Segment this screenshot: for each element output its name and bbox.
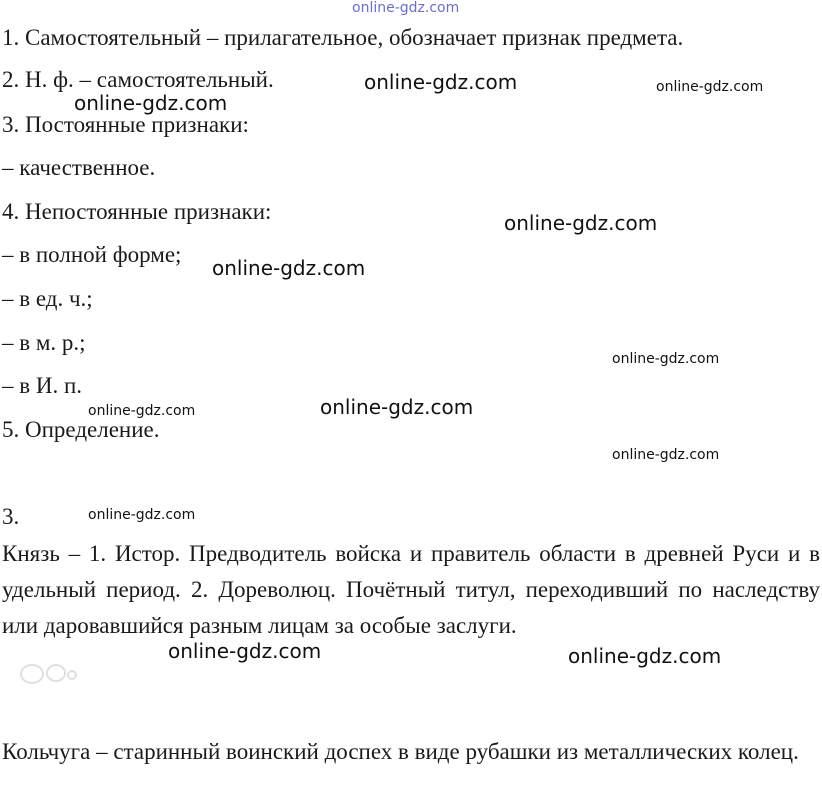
watermark: online-gdz.com bbox=[364, 70, 518, 94]
analysis-line-6: – в полной форме; bbox=[2, 242, 182, 267]
watermark: online-gdz.com bbox=[212, 256, 366, 280]
analysis-line-9: – в И. п. bbox=[2, 373, 83, 398]
watermark: online-gdz.com bbox=[504, 211, 658, 235]
definition-knyaz: Князь – 1. Истор. Предводитель войска и правитель области в древней Руси и в удельный период. 2. Дореволюц. Почётный титул, переходивший по наследству или даровавшийся разным лицам за особые заслуги. bbox=[2, 541, 820, 638]
analysis-line-2: 2. Н. ф. – самостоятельный. bbox=[2, 67, 274, 92]
watermark-top: online-gdz.com bbox=[352, 0, 460, 16]
analysis-line-1: 1. Самостоятельный – прилагательное, обозначает признак предмета. bbox=[2, 25, 684, 50]
analysis-line-3: 3. Постоянные признаки: bbox=[2, 112, 249, 137]
definition-kolchuga: Кольчуга – старинный воинский доспех в виде рубашки из металлических колец. bbox=[2, 739, 799, 764]
watermark: online-gdz.com bbox=[88, 403, 196, 419]
analysis-line-5: 4. Непостоянные признаки: bbox=[2, 199, 272, 224]
task-number: 3. bbox=[2, 504, 20, 529]
watermark: online-gdz.com bbox=[74, 91, 228, 115]
watermark: online-gdz.com bbox=[320, 395, 474, 419]
watermark: online-gdz.com bbox=[612, 447, 720, 463]
watermark: online-gdz.com bbox=[168, 639, 322, 663]
stamp-smudge-icon bbox=[18, 660, 78, 686]
analysis-line-4: – качественное. bbox=[2, 155, 156, 180]
watermark: online-gdz.com bbox=[568, 644, 722, 668]
watermark: online-gdz.com bbox=[88, 507, 196, 523]
watermark: online-gdz.com bbox=[612, 351, 720, 367]
watermark: online-gdz.com bbox=[656, 79, 764, 95]
analysis-line-10: 5. Определение. bbox=[2, 417, 160, 442]
analysis-line-7: – в ед. ч.; bbox=[2, 286, 93, 311]
analysis-line-8: – в м. р.; bbox=[2, 330, 86, 355]
